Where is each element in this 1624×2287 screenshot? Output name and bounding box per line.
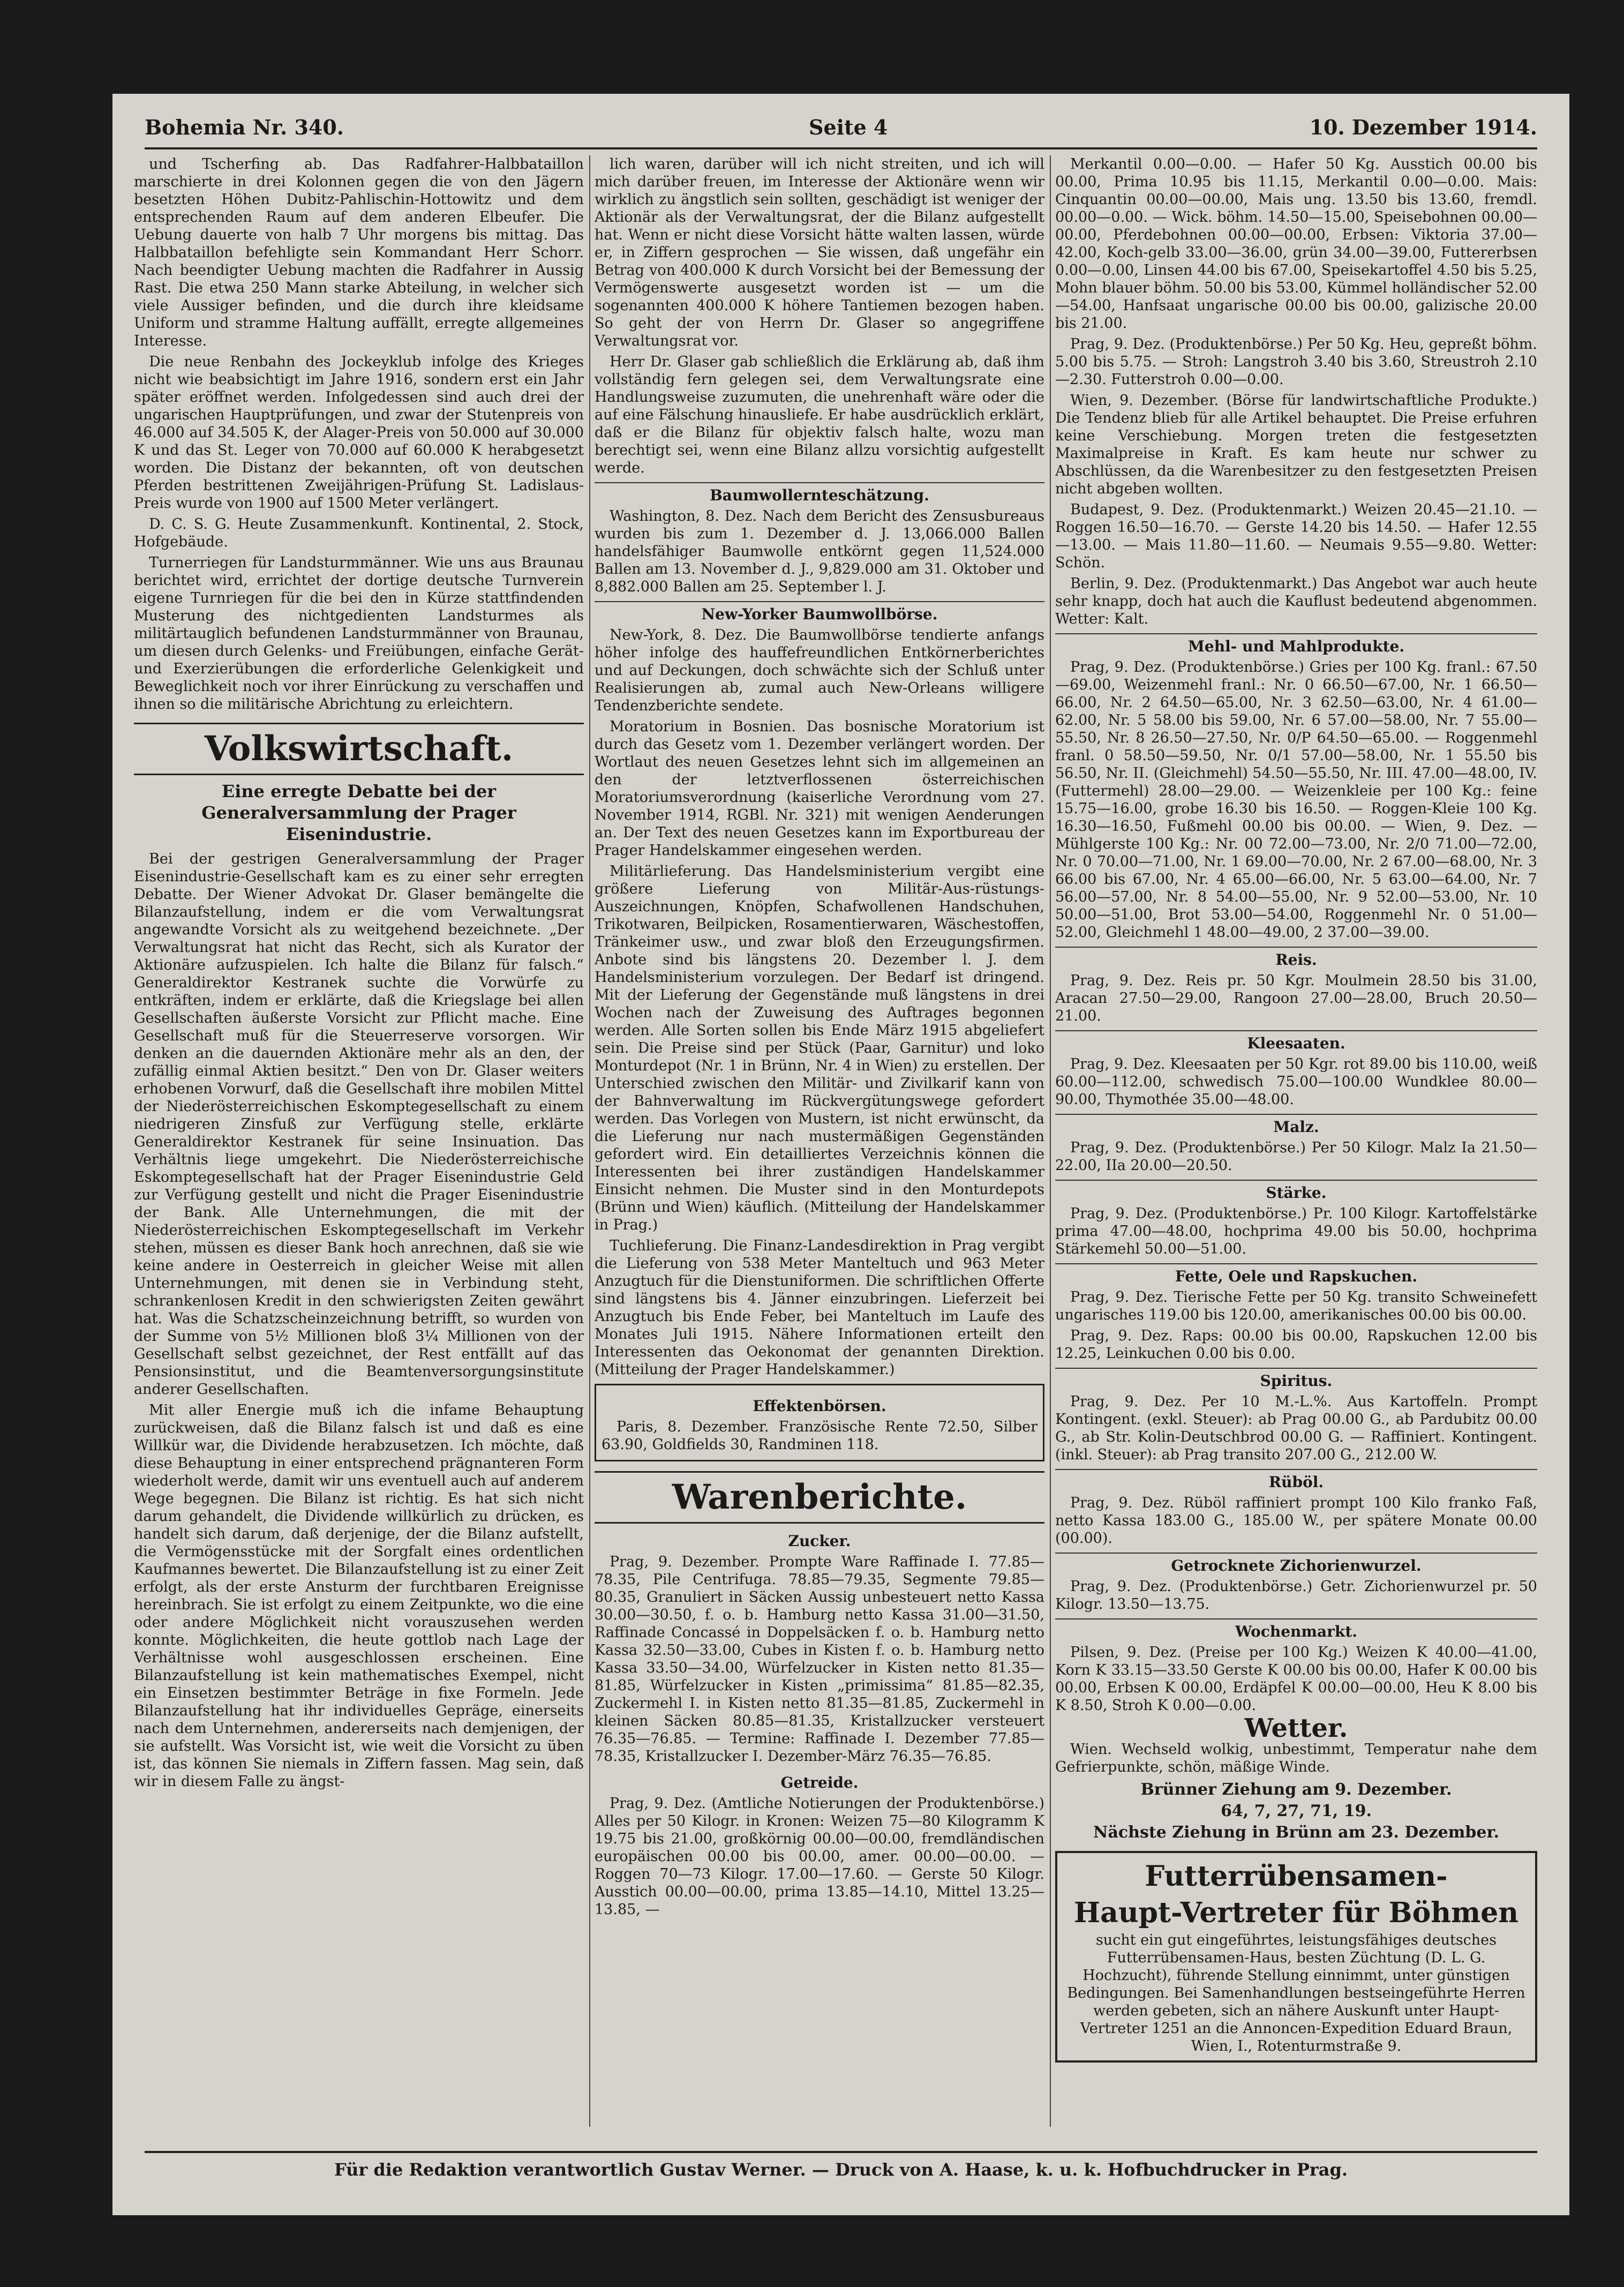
- subsection-heading: Kleesaaten.: [1055, 1030, 1537, 1052]
- lottery-numbers: 64, 7, 27, 71, 19.: [1221, 1802, 1372, 1820]
- weather-report: Wien. Wechseld wolkig, unbestimmt, Temperatur nahe dem Gefrierpunkte, schön, mäßige Winde.: [1055, 1741, 1537, 1775]
- lottery-next-draw: Nächste Ziehung in Brünn am 23. Dezember.: [1093, 1823, 1499, 1842]
- issue-date: 10. Dezember 1914.: [1309, 115, 1537, 139]
- weather-heading: Wetter.: [1244, 1713, 1348, 1743]
- subsection-heading: Fette, Oele und Rapskuchen.: [1055, 1263, 1537, 1285]
- page-header: [145, 115, 1537, 149]
- lottery-title: Brünner Ziehung am 9. Dezember.: [1140, 1780, 1452, 1799]
- subsection-heading: Wochenmarkt.: [1055, 1618, 1537, 1640]
- subsection-heading: Spiritus.: [1055, 1368, 1537, 1390]
- article-paragraph: Mit aller Energie muß ich die infame Behauptung zurückweisen, daß die Bilanz falsch ist und daß es eine Willkür war, die Dividende herabzusetzen. Ich möchte, daß diese Behauptung in einer entsprechend prägnanteren Form wiederholt werde, damit wir uns eventuell auch auf anderem Wege begegnen. Die Bilanz ist richtig. Es hat sich nicht darum gehandelt, die Dividende willkürlich zu drücken, es handelt sich darum, daß derjenige, der die Bilanz aufstellt, die Vermögensstücke mit der Sorgfalt eines ordentlichen Kaufmannes bewertet. Die Bilanzaufstellung ist zu einer Zeit erfolgt, als der erste Ansturm der furchtbaren Ereignisse hereinbrach. Sie ist erfolgt zu einem Zeitpunkte, wo die eine oder andere Möglichkeit nicht vorauszusehen werden konnte. Möglichkeiten, die heute gottlob nach Lage der Verhältnisse wohl ausgeschlossen erscheinen. Eine Bilanzaufstellung ist kein mathematisches Exempel, nicht ein Einsetzen bestimmter Beträge in fixe Formeln. Jede Bilanzaufstellung hat ihr individuelles Gepräge, einerseits nach dem Unternehmen, andererseits nach demjenigen, der sie aufstellt. Was Vorsicht ist, wie weit die Vorsicht zu üben ist, das können Sie niemals in Ziffern fassen. Mag sein, daß wir in diesem Falle zu ängst-: [134, 1402, 584, 1790]
- market-paragraph: Prag, 9. Dez. (Produktenbörse.) Pr. 100 Kilogr. Kartoffelstärke prima 47.00—48.00, hochprima 49.00 bis 50.00, hochprima Stärkemehl 50.00—51.00.: [1055, 1205, 1537, 1257]
- ad-body: sucht ein gut eingeführtes, leistungsfähiges deutsches Futterrübensamen-Haus, besten Züchtung (D. L. G. Hochzucht), führende Stellung einnimmt, unter günstigen Bedingungen. Bei Samenhandlungen bestseingeführte Herren werden gebeten, sich an nähere Auskunft unter Haupt-Vertreter 1251 an die Annoncen-Expedition Eduard Braun, Wien, I., Rotenturmstraße 9.: [1067, 1932, 1525, 2054]
- column-divider: [589, 155, 590, 2127]
- column-divider: [1050, 155, 1051, 2127]
- subsection-heading: Getrocknete Zichorienwurzel.: [1055, 1553, 1537, 1574]
- market-paragraph: Prag, 9. Dez. (Produktenbörse.) Gries per 100 Kg. franl.: 67.50—69.00, Weizenmehl franl.: Nr. 0 66.50—67.00, Nr. 1 66.50—66.00, Nr. 2 64.50—65.00, Nr. 3 62.50—63.00, Nr. 4 61.00—62.00, Nr. 5 58.00 bis 59.00, Nr. 6 57.00—58.00, Nr. 7 55.00—55.50, Nr. 8 26.50—27.50, Nr. 0/P 64.50—65.00. — Roggenmehl franl. 0 58.50—59.50, Nr. 0/1 57.00—58.00, Nr. 1 55.50 bis 56.50, Nr. II. (Gleichmehl) 54.50—55.50, Nr. III. 47.00—48.00, IV. (Futtermehl) 28.00—29.00. — Weizenkleie per 100 Kg.: feine 15.75—16.00, grobe 16.30 bis 16.50. — Roggen-Kleie 100 Kg. 16.30—16.50, Fußmehl 00.00 bis 00.00. — Wien, 9. Dez. — Mühlgerste 100 Kg.: Nr. 00 72.00—73.00, Nr. 2/0 71.00—72.00, Nr. 0 70.00—71.00, Nr. 1 69.00—70.00, Nr. 2 67.00—68.00, Nr. 3 66.00 bis 67.00, Nr. 4 65.00—66.00, Nr. 5 63.00—64.00, Nr. 7 56.00—57.00, Nr. 8 54.00—55.00, Nr. 9 52.00—53.00, Nr. 10 50.00—51.00, Brot 53.00—54.00, Roggenmehl Nr. 0 51.00—52.00, Gleichmehl 1 48.00—49.00, 2 37.00—39.00.: [1055, 659, 1537, 941]
- article-paragraph: lich waren, darüber will ich nicht streiten, und ich will mich darüber freuen, im Interesse der Aktionäre wenn wir wirklich zu ängstlich sein sollten, geschädigt ist weniger der Aktionär als der Verwaltungsrat, der die Bilanz aufgestellt hat. Wenn er nicht diese Vorsicht hätte walten lassen, würde er, in Ziffern gesprochen — Sie wissen, daß ungefähr ein Betrag von 400.000 K durch Vorsicht bei der Bemessung der Vermögenswerte ausgesetzt worden ist — um die sogenannten 400.000 K höhere Tantiemen bezogen haben. So geht der von Herrn Dr. Glaser so angegriffene Verwaltungsrat vor.: [595, 156, 1044, 349]
- effektenboersen-box: [595, 1384, 1044, 1461]
- column-1: [134, 155, 584, 2127]
- article-paragraph: Moratorium in Bosnien. Das bosnische Moratorium ist durch das Gesetz vom 1. Dezember verlängert worden. Der Wortlaut des neuen Gesetzes lehnt sich im allgemeinen an den der letztverflossenen österreichischen Moratoriumsverordnung (kaiserliche Verordnung vom 27. November 1914, RGBl. Nr. 321) mit wenigen Aenderungen an. Der Text des neuen Gesetzes kann im Exportbureau der Prager Handelskammer eingesehen werden.: [595, 718, 1044, 859]
- article-paragraph: Paris, 8. Dezember. Französische Rente 72.50, Silber 63.90, Goldfields 30, Randminen 118.: [602, 1419, 1037, 1453]
- subsection-heading: Mehl- und Mahlprodukte.: [1055, 633, 1537, 655]
- section-heading-volkswirtschaft: Volkswirtschaft.: [134, 723, 584, 775]
- article-paragraph: Bei der gestrigen Generalversammlung der Prager Eisenindustrie-Gesellschaft kam es zu einer sehr erregten Debatte. Der Wiener Advokat Dr. Glaser bemängelte die Bilanzaufstellung, indem er die vom Verwaltungsrat angewandte Vorsicht als zu weitgehend bezeichnete. „Der Verwaltungsrat hat nicht das Recht, sich als Kurator der Aktionäre aufzuspielen. Ich halte die Bilanz für falsch.“ Generaldirektor Kestranek suchte die Vorwürfe zu entkräften, indem er erklärte, daß die Kriegslage bei allen Gesellschaften äußerste Vorsicht zur Pflicht mache. Eine Gesellschaft muß für die Steuerreserve vorsorgen. Wir denken an die dauernden Aktionäre mehr als an den, der zufällig einmal Aktien besitzt.“ Den von Dr. Glaser weiters erhobenen Vorwurf, daß die Gesellschaft ihre mobilen Mittel der Niederösterreichischen Eskomptegesellschaft zu einem niedrigeren Zinsfuß zur Verfügung stelle, erklärte Generaldirektor Kestranek für seine Insinuation. Das Verhältnis liege umgekehrt. Die Niederösterreichische Eskomptegesellschaft hat der Prager Eisenindustrie Geld zur Verfügung gestellt und nicht die Prager Eisenindustrie der Bank. Alle Unternehmungen, die mit der Niederösterreichischen Eskomptegesellschaft im Verkehr stehen, müssen es dieser Bank hoch anrechnen, daß sie wie keine andere in Oesterreich in gleicher Weise mit allen Unternehmungen, mit denen sie in Verbindung steht, schrankenlosen Kredit in den schwierigsten Zeiten gewährt hat. Was die Schatzscheinzeichnung betrifft, so wurden von der Summe von 5½ Millionen bloß 3¼ Millionen von der Gesellschaft selbst gezeichnet, der Rest entfällt auf das Pensionsinstitut, und die Beamtenversorgungsinstitute anderer Gesellschaften.: [134, 851, 584, 1398]
- newspaper-page: [112, 94, 1569, 2215]
- article-paragraph: Tuchlieferung. Die Finanz-Landesdirektion in Prag vergibt die Lieferung von 538 Meter Manteltuch und 963 Meter Anzugtuch für die Dienstuniformen. Die schriftlichen Offerte sind längstens bis 4. Jänner einzubringen. Lieferzeit bei Anzugtuch bis Ende Feber, bei Manteltuch im Laufe des Monates Juli 1915. Nähere Informationen erteilt den Interessenten das Oekonomat der genannten Direktion. (Mitteilung der Prager Handelskammer.): [595, 1238, 1044, 1378]
- market-paragraph: Pilsen, 9. Dez. (Preise per 100 Kg.) Weizen K 40.00—41.00, Korn K 33.15—33.50 Gerste K 00.00 bis 00.00, Hafer K 00.00 bis 00.00, Erbsen K 00.00, Erdäpfel K 00.00—00.00, Heu K 8.00 bis K 8.50, Stroh K 0.00—0.00.: [1055, 1644, 1537, 1714]
- market-paragraph: Prag, 9. Dez. Raps: 00.00 bis 00.00, Rapskuchen 12.00 bis 12.25, Leinkuchen 0.00 bis 0.00.: [1055, 1328, 1537, 1362]
- subsection-heading: Reis.: [1055, 947, 1537, 969]
- market-paragraph: Prag, 9. Dez. Per 10 M.-L.%. Aus Kartoffeln. Prompt Kontingent. (exkl. Steuer): ab Prag 00.00 G., ab Pardubitz 00.00 G., ab Str. Kolin-Deutschbrod 00.00 G. — Raffiniert. Kontingent. (inkl. Steuer): ab Prag transito 207.00 G., 212.00 W.: [1055, 1393, 1537, 1463]
- lottery-results: [1055, 1779, 1537, 1843]
- market-paragraph: Prag, 9. Dez. Rüböl raffiniert prompt 100 Kilo franko Faß, netto Kassa 183.00 G., 185.00 W., per spätere Monate 00.00 (00.00).: [1055, 1495, 1537, 1547]
- market-paragraph: Prag, 9. Dez. (Produktenbörse.) Per 50 Kilogr. Malz Ia 21.50—22.00, IIa 20.00—20.50.: [1055, 1139, 1537, 1174]
- market-paragraph: Prag, 9. Dez. Reis pr. 50 Kgr. Moulmein 28.50 bis 31.00, Aracan 27.50—29.00, Rangoon 27.00—28.00, Bruch 20.50—21.00.: [1055, 972, 1537, 1024]
- article-paragraph: Militärlieferung. Das Handelsministerium vergibt eine größere Lieferung von Militär-Aus-rüstungs-Auszeichnungen, Knöpfen, Schafwollenen Handschuhen, Trikotwaren, Beilpicken, Rosamentierwaren, Wäschestoffen, Tränkeimer usw., und zwar bloß den Erzeugungsfirmen. Anbote sind bis längstens 20. Dezember l. J. dem Handelsministerium vorzulegen. Der Bedarf ist dringend. Mit der Lieferung der Gegenstände muß längstens in drei Wochen nach der Zuweisung des Auftrages begonnen werden. Alle Sorten sollen bis Ende März 1915 abgeliefert sein. Die Preise sind per Stück (Paar, Garnitur) und loko Monturdepot (Nr. 1 in Brünn, Nr. 4 in Wien) zu erstellen. Der Unterschied zwischen den Militär- und Zivilkarif kann von der Bahnverwaltung im Rückvergütungswege gefordert werden. Das Vorlegen von Mustern, ist nicht erwünscht, da die Lieferung nur nach mustermäßigen Gegenständen gefordert wird. Ein detailliertes Verzeichnis können die Interessenten bei ihrer zuständigen Handelskammer Einsicht nehmen. Die Muster sind in den Monturdepots (Brünn und Wien) käuflich. (Mitteilung der Handelskammer in Prag.): [595, 863, 1044, 1233]
- market-paragraph: Berlin, 9. Dez. (Produktenmarkt.) Das Angebot war auch heute sehr knapp, doch hat auch die Kauflust bedeutend abgenommen. Wetter: Kalt.: [1055, 575, 1537, 627]
- page-number: Seite 4: [809, 115, 888, 139]
- ad-headline-2: Haupt-Vertreter für Böhmen: [1074, 1896, 1518, 1929]
- subsection-heading: Zucker.: [788, 1532, 851, 1550]
- ad-headline: Futterrübensamen-: [1145, 1860, 1448, 1893]
- market-paragraph: Prag, 9. Dez. Tierische Fette per 50 Kg. transito Schweinefett ungarisches 119.00 bis 120.00, amerikanisches 00.00 bis 00.00.: [1055, 1289, 1537, 1323]
- article-paragraph: Turnerriegen für Landsturmmänner. Wie uns aus Braunau berichtet wird, errichtet der dortige deutsche Turnverein eigene Turnriegen für die bei den in Kürze stattfindenden Musterung des nichtgedienten Landsturmes als militärtauglich befundenen Landsturmmänner von Braunau, um diesen durch Gelenks- und Freiübungen, einfache Gerät- und Exerzierübungen die erforderliche Gelenkigkeit und Beweglichkeit noch vor ihrer Einrückung zu verschaffen und ihnen so die militärische Abrichtung zu erleichtern.: [134, 554, 584, 713]
- imprint-footer: Für die Redaktion verantwortlich Gustav Werner. — Druck von A. Haase, k. u. k. Hofbuchdrucker in Prag.: [145, 2151, 1537, 2180]
- article-paragraph: New-York, 8. Dez. Die Baumwollbörse tendierte anfangs höher infolge des hauffefreundlichen Entkörnerberichtes und auf Deckungen, doch schwächte sich der Schluß unter Realisierungen ab, zumal auch New-Orleans willigere Tendenzberichte sendete.: [595, 627, 1044, 714]
- masthead-issue: Bohemia Nr. 340.: [145, 115, 344, 139]
- market-paragraph: Prag, 9. Dez. (Produktenbörse.) Per 50 Kg. Heu, gepreßt böhm. 5.00 bis 5.75. — Stroh: Langstroh 3.40 bis 3.60, Streustroh 2.10—2.30. Futterstroh 0.00—0.00.: [1055, 336, 1537, 388]
- subsection-heading: Malz.: [1055, 1114, 1537, 1136]
- column-3: [1055, 155, 1537, 2127]
- market-paragraph: Wien, 9. Dezember. (Börse für landwirtschaftliche Produkte.) Die Tendenz blieb für alle Artikel behauptet. Die Preise erfuhren keine Verschiebung. Morgen treten die festgesetzten Maximalpreise in Kraft. Es kam heute nur schwer zu Abschlüssen, da die Warenbesitzer zu den festgesetzten Preisen nicht abgeben wollten.: [1055, 392, 1537, 497]
- subsection-heading: Stärke.: [1055, 1180, 1537, 1202]
- market-paragraph: Merkantil 0.00—0.00. — Hafer 50 Kg. Ausstich 00.00 bis 00.00, Prima 10.95 bis 11.15, Merkantil 0.00—0.00. Mais: Cinquantin 00.00—00.00, Mais ung. 13.50 bis 13.60, fremdl. 00.00—0.00. — Wick. böhm. 14.50—15.00, Speisebohnen 00.00—00.00, Pferdebohnen 00.00—00.00, Erbsen: Viktoria 37.00—42.00, Koch-gelb 33.00—36.00, grün 34.00—39.00, Futtererbsen 0.00—0.00, Linsen 44.00 bis 67.00, Speisekartoffel 4.50 bis 5.25, Mohn blauer böhm. 50.00 bis 53.00, Kümmel holländischer 52.00—54.00, Hanfsaat ungarische 00.00 bis 00.00, galizische 20.00 bis 21.00.: [1055, 156, 1537, 332]
- subsection-heading: New-Yorker Baumwollbörse.: [595, 601, 1044, 623]
- article-paragraph: Die neue Renbahn des Jockeyklub infolge des Krieges nicht wie beabsichtigt im Jahre 1916, sondern erst ein Jahr später eröffnet werden. Infolgedessen sind auch drei der ungarischen Hauptprüfungen, und zwar der Stutenpreis von 46.000 auf 34.505 K, der Alager-Preis von 50.000 auf 30.000 K und das St. Leger von 70.000 auf 60.000 K herabgesetzt worden. Die Distanz der bekannten, oft von deutschen Pferden bestrittenen Zweijährigen-Prüfung St. Ladislaus-Preis wurde von 1900 auf 1500 Meter verlängert.: [134, 354, 584, 512]
- subsection-heading: Baumwollernteschätzung.: [595, 482, 1044, 504]
- section-heading-warenberichte: Warenberichte.: [595, 1471, 1044, 1524]
- article-paragraph: und Tscherfing ab. Das Radfahrer-Halbbataillon marschierte in drei Kolonnen gegen die von den Jägern besetzten Höhen Dubitz-Pahlischin-Hottowitz und dem entsprechenden Raum auf dem anderen Elbeufer. Die Uebung dauerte von halb 7 Uhr morgens bis mittag. Das Halbbataillon befehligte sein Kommandant Herr Schorr. Nach beendigter Uebung machten die Radfahrer in Aussig Rast. Die etwa 250 Mann starke Abteilung, in welcher sich viele Aussiger befinden, und die durch ihre kleidsame Uniform und stramme Haltung auffällt, erregte allgemeines Interesse.: [134, 156, 584, 349]
- market-paragraph: Budapest, 9. Dez. (Produktenmarkt.) Weizen 20.45—21.10. — Roggen 16.50—16.70. — Gerste 14.20 bis 14.50. — Hafer 12.55—13.00. — Mais 11.80—11.60. — Neumais 9.55—9.80. Wetter: Schön.: [1055, 501, 1537, 571]
- article-paragraph: Herr Dr. Glaser gab schließlich die Erklärung ab, daß ihm vollständig fern gelegen sei, dem Verwaltungsrate eine Handlungsweise zuzumuten, die unehrenhaft wäre oder die auf eine Fälschung hinausliefe. Er habe ausdrücklich erklärt, daß er die Bilanz für objektiv falsch halte, wozu man berechtigt sei, wenn eine Bilanz allzu vorsichtig aufgestellt werde.: [595, 354, 1044, 476]
- subsection-heading: Rüböl.: [1055, 1469, 1537, 1491]
- notice-paragraph: D. C. S. G. Heute Zusammenkunft. Kontinental, 2. Stock, Hofgebäude.: [134, 516, 584, 550]
- subsection-heading: Getreide.: [780, 1774, 859, 1791]
- market-paragraph: Prag, 9. Dez. Kleesaaten per 50 Kgr. rot 89.00 bis 110.00, weiß 60.00—112.00, schwedisch 75.00—100.00 Wundklee 80.00—90.00, Thymothée 35.00—48.00.: [1055, 1056, 1537, 1108]
- market-paragraph: Prag, 9. Dez. (Produktenbörse.) Getr. Zichorienwurzel pr. 50 Kilogr. 13.50—13.75.: [1055, 1578, 1537, 1613]
- article-paragraph: Prag, 9. Dezember. Prompte Ware Raffinade I. 77.85—78.35, Pile Centrifuga. 78.85—79.35, Segmente 79.85—80.35, Granuliert in Säcken Aussig unbesteuert netto Kassa 30.00—30.50, f. o. b. Hamburg netto Kassa 31.00—31.50, Raffinade Concassé in Doppelsäcken f. o. b. Hamburg netto Kassa 32.50—33.00, Cubes in Kisten f. o. b. Hamburg netto Kassa 33.50—34.00, Würfelzucker in Kisten netto 81.35—81.85, Würfelzucker in Kisten „primissima“ 81.85—82.35, Zuckermehl I. in Kisten netto 81.35—81.85, Zuckermehl in kleinen Säcken 80.85—81.35, Kristallzucker versteuert 76.35—76.85. — Termine: Raffinade I. Dezember 77.85—78.35, Kristallzucker I. Dezember-März 76.35—76.85.: [595, 1554, 1044, 1765]
- article-headline: Eine erregte Debatte bei der Generalversammlung der Prager Eisenindustrie.: [201, 781, 516, 844]
- advertisement-box: [1055, 1851, 1537, 2063]
- subsection-heading: Effektenbörsen.: [753, 1397, 886, 1415]
- article-paragraph: Prag, 9. Dez. (Amtliche Notierungen der Produktenbörse.) Alles per 50 Kilogr. in Kronen: Weizen 75—80 Kilogramm K 19.75 bis 21.00, großkörnig 00.00—00.00, fremdländischen europäischen 00.00 bis 00.00, amer. 00.00—00.00. — Roggen 70—73 Kilogr. 17.00—17.60. — Gerste 50 Kilogr. Ausstich 00.00—00.00, prima 13.85—14.10, Mittel 13.25—13.85, —: [595, 1795, 1044, 1918]
- column-2: [595, 155, 1044, 2127]
- article-paragraph: Washington, 8. Dez. Nach dem Bericht des Zensusbureaus wurden bis zum 1. Dezember d. J. 13,066.000 Ballen handelsfähiger Baumwolle entkörnt gegen 11,524.000 Ballen am 13. November d. J., 9,829.000 am 31. Oktober und 8,882.000 Ballen am 25. September l. J.: [595, 508, 1044, 595]
